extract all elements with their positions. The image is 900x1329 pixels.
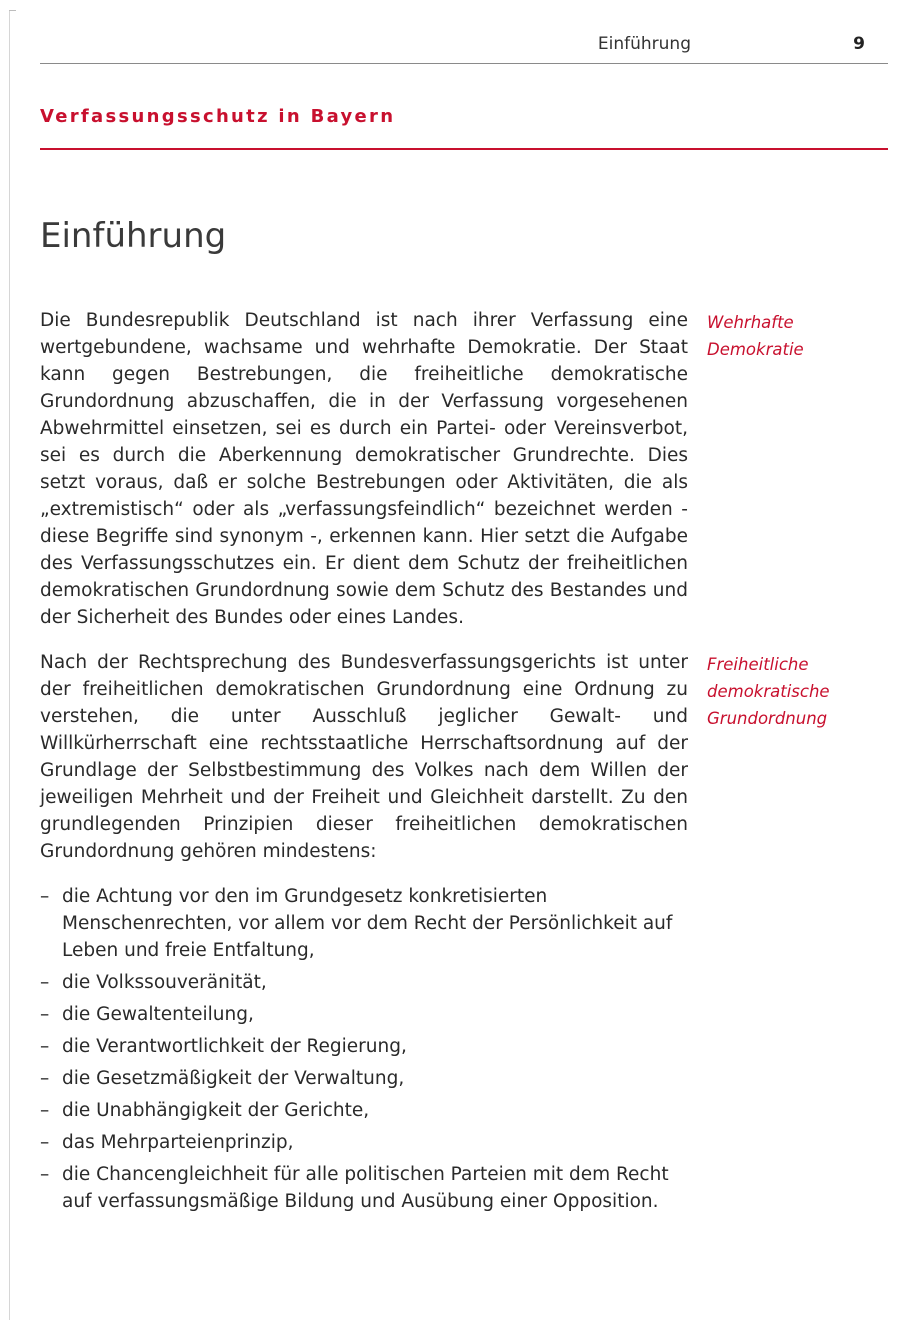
margin-note-line: Freiheitliche (707, 655, 809, 674)
list-dash: – (40, 1068, 50, 1089)
binding-mark (9, 10, 16, 11)
list-item-text: die Gewaltenteilung, (62, 1004, 254, 1025)
running-head (40, 34, 865, 58)
list-item-text: die Volkssouveränität, (62, 972, 267, 993)
margin-note-line: Grundordnung (707, 709, 828, 728)
list-item (40, 1097, 688, 1124)
section-label: Verfassungsschutz in Bayern (40, 106, 396, 127)
paragraph-wehrhafte-demokratie: Die Bundesrepublik Deutschland ist nach ihrer Verfassung eine wertgebundene, wachsame und wehrhafte Demokratie. Der Staat kann gegen Bestrebungen, die freiheitliche demokratische Grundordnung abzuschaffen, die in der Verfassung vorgesehenen Abwehrmittel einsetzen, sei es durch ein Partei- oder Vereinsverbot, sei es durch die Aberkennung demokratischer Grundrechte. Dies setzt voraus, daß er solche Bestrebungen oder Aktivitäten, die als „extremistisch“ oder als „verfassungsfeindlich“ bezeichnet werden - diese Begriffe sind synonym -, erkennen kann. Hier setzt die Aufgabe des Verfassungsschutzes ein. Er dient dem Schutz der freiheitlichen demokratischen Grundordnung sowie dem Schutz des Bestandes und der Sicherheit des Bundes oder eines Landes. (40, 310, 688, 628)
binding-edge (9, 10, 10, 1320)
chapter-title: Einführung (40, 216, 227, 256)
list-dash: – (40, 886, 50, 907)
list-item (40, 969, 688, 996)
list-dash: – (40, 1100, 50, 1121)
list-dash: – (40, 1132, 50, 1153)
section-rule (40, 148, 888, 150)
paragraph-grundordnung: Nach der Rechtsprechung des Bundesverfassungsgerichts ist unter der freiheitlichen demokratischen Grundordnung eine Ordnung zu verstehen, die unter Ausschluß jeglicher Gewalt- und Willkürherrschaft eine rechtsstaatliche Herrschaftsordnung auf der Grundlage der Selbstbestimmung des Volkes nach dem Willen der jeweiligen Mehrheit und der Freiheit und Gleichheit darstellt. Zu den grundlegenden Prinzipien dieser freiheitlichen demokratischen Grundordnung gehören mindestens: (40, 652, 688, 862)
list-item (40, 1065, 688, 1092)
list-dash: – (40, 1004, 50, 1025)
list-item-text: die Gesetzmäßigkeit der Verwaltung, (62, 1068, 405, 1089)
margin-note-line: Wehrhafte (707, 313, 794, 332)
body-text (40, 307, 688, 1220)
running-head-rule (40, 63, 888, 64)
list-dash: – (40, 1036, 50, 1057)
list-item (40, 1033, 688, 1060)
list-item-text: das Mehrparteienprinzip, (62, 1132, 294, 1153)
list-dash: – (40, 1164, 50, 1185)
list-dash: – (40, 972, 50, 993)
list-item-text: die Chancengleichheit für alle politischen Parteien mit dem Recht auf verfassungsmäßige Bildung und Ausübung einer Opposition. (62, 1164, 669, 1212)
list-item (40, 883, 688, 964)
margin-note-line: demokratische (707, 682, 830, 701)
list-item-text: die Unabhängigkeit der Gerichte, (62, 1100, 370, 1121)
list-item (40, 1001, 688, 1028)
margin-note-line: Demokratie (707, 340, 804, 359)
list-item-text: die Verantwortlichkeit der Regierung, (62, 1036, 407, 1057)
list-item-text: die Achtung vor den im Grundgesetz konkretisierten Menschenrechten, vor allem vor dem Recht der Persönlichkeit auf Leben und freie Entfaltung, (62, 886, 673, 961)
page-number: 9 (853, 34, 865, 54)
running-head-title: Einführung (597, 34, 691, 54)
principles-list (40, 883, 688, 1215)
list-item (40, 1161, 688, 1215)
margin-note-wehrhafte-demokratie (707, 309, 877, 363)
margin-note-grundordnung (707, 651, 877, 732)
list-item (40, 1129, 688, 1156)
